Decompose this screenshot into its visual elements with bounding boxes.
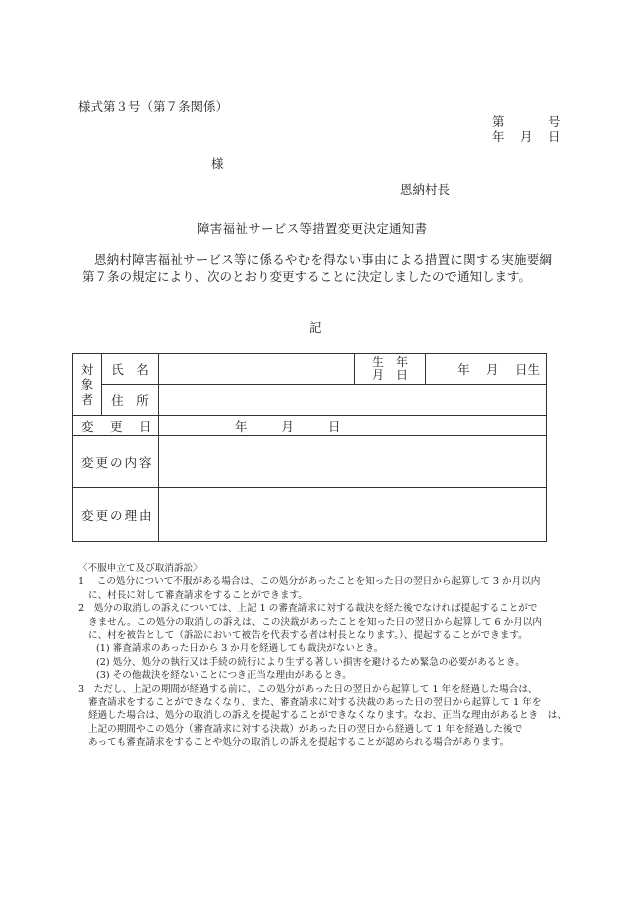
note-line: きません。この処分の取消しの訴えは、この決裁があったことを知った日の翌日から起算して 6 か月以内 [88,616,542,628]
note-line: (3) その他裁決を経ないことにつき正当な理由があるとき。 [96,670,352,682]
notice-table [72,353,547,542]
table-row-change-content [73,436,547,488]
table-row-address [73,385,547,416]
change-date-month: 月 [281,418,295,434]
appeal-notes [78,562,568,750]
issuer-name: 恩納村長 [400,182,451,197]
address-label: 住 所 [102,385,159,416]
issue-date-year: 年 [492,129,505,144]
note-line: に、村を被告として（訴訟において被告を代表する者は村長となります。）、提起することができます。 [88,630,528,642]
name-value [159,354,355,385]
note-line: 経過した場合は、処分の取消しの訴えを提起することができなくなります。なお、正当な理由があるとき は、 [88,710,567,722]
note-line: 上記の期間やこの処分（審査請求に対する決裁）があった日の翌日から経過して 1 年を経過した後で [88,723,523,735]
change-date-year: 年 [235,418,248,434]
note-line: 3 ただし、上記の期間が経過する前に、この処分があった日の翌日から起算して 1 年を経過した場合は、 [78,683,538,695]
table-row-change-date [73,416,547,436]
note-line: 審査請求をすることができなくなり、また、審査請求に対する決裁のあった日の翌日から起算して 1 年を [88,697,542,709]
note-line: 2 処分の取消しの訴えについては、上記 1 の審査請求に対する裁決を経た後でなければ提起することがで [78,603,538,615]
note-line: (1) 審査請求のあった日から 3 か月を経過しても裁決がないとき。 [96,643,384,655]
addressee-suffix: 様 [211,156,224,171]
change-content-label: 変更の内容 [73,436,159,488]
change-content-value [159,436,547,488]
table-row-name [73,354,547,385]
document-number-suffix: 号 [548,114,561,129]
table-row-change-reason [73,488,547,542]
note-line: あっても審査請求をすることや処分の取消しの訴えを提起することが認められる場合があります。 [88,737,510,749]
note-line: (2) 処分、処分の執行又は手続の続行により生ずる著しい損害を避けるため緊急の必要があるとき。 [96,656,525,668]
subject-char-2: 象 [80,377,94,392]
document-title: 障害福祉サービス等措置変更決定通知書 [197,221,428,236]
birth-label-line1: 生 年 [372,355,409,369]
subject-char-3: 者 [80,392,94,407]
notes-heading: 〈不服申立て及び取消訴訟〉 [78,563,203,574]
name-label: 氏 名 [102,354,159,385]
birth-value: 年 月 日生 [426,354,547,385]
change-reason-label: 変更の理由 [73,488,159,542]
change-date-value [159,416,547,436]
note-line: 1 この処分について不服がある場合は、この処分があったことを知った日の翌日から起算して 3 か月以内 [78,576,541,588]
form-number: 様式第３号（第７条関係） [78,99,229,114]
change-date-day: 日 [328,418,341,434]
note-line: に、村長に対して審査請求をすることができます。 [88,589,308,601]
issue-date-month: 月 [520,129,533,144]
body-paragraph: 恩納村障害福祉サービス等に係るやむを得ない事由による措置に関する実施要綱第７条の規定により、次のとおり変更することに決定しましたので通知します。 [82,252,552,284]
address-value [159,385,547,416]
birth-label-line2: 月 日 [372,368,409,382]
ki-marker: 記 [309,320,322,335]
subject-char-1: 対 [80,362,94,377]
change-reason-value [159,488,547,542]
birth-label [355,354,426,385]
subject-label [73,354,102,416]
issue-date-day: 日 [548,129,561,144]
document-number-prefix: 第 [492,114,505,129]
change-date-label: 変 更 日 [73,416,159,436]
